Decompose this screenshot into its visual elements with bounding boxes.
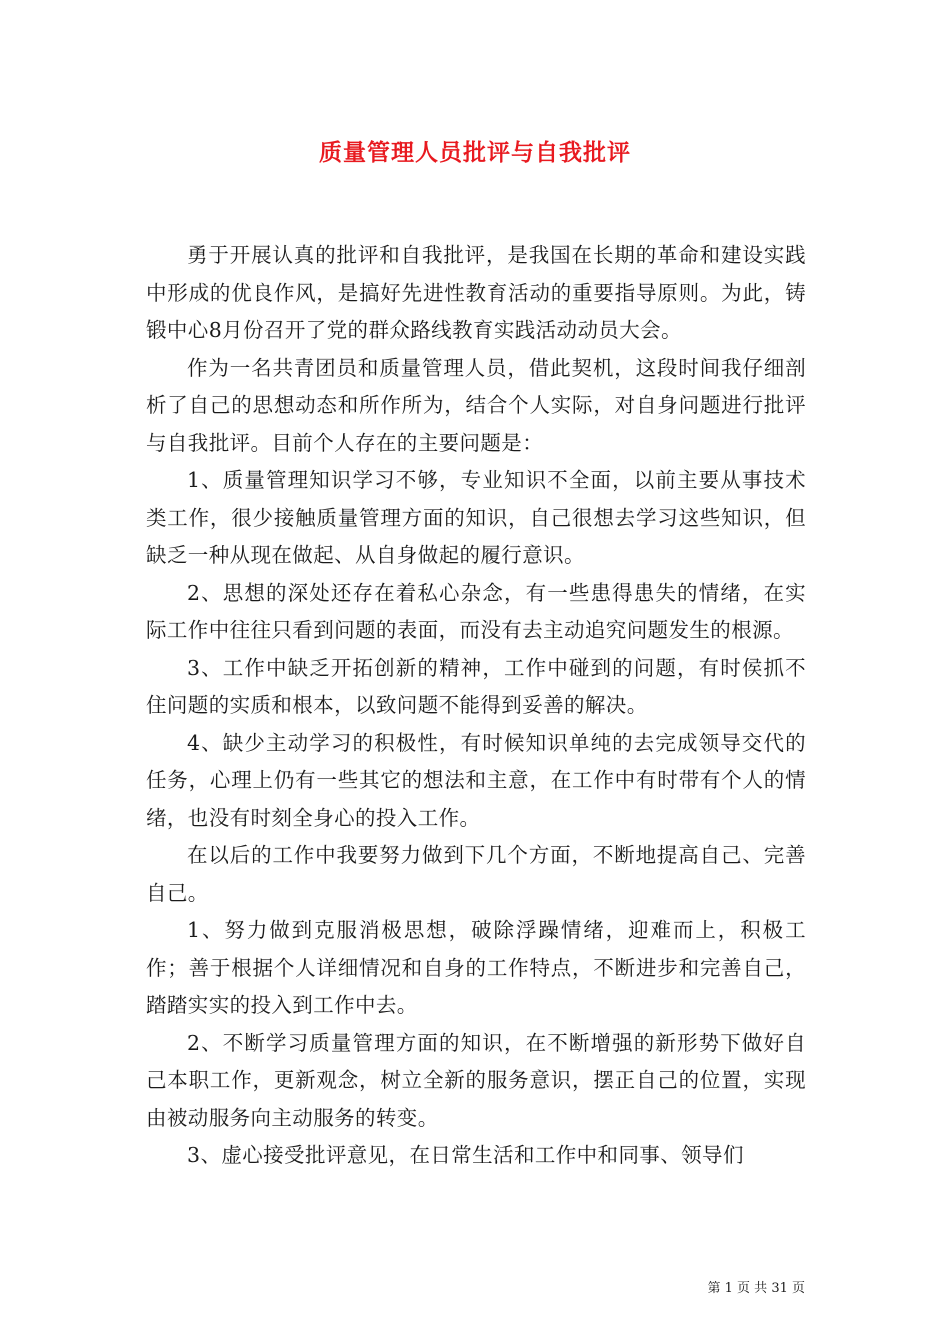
paragraph: 1、努力做到克服消极思想，破除浮躁情绪，迎难而上，积极工作；善于根据个人详细情况和自身的工作特点，不断进步和完善自己，踏踏实实的投入到工作中去。 (146, 918, 806, 1017)
paragraph: 2、不断学习质量管理方面的知识，在不断增强的新形势下做好自己本职工作，更新观念，树立全新的服务意识，摆正自己的位置，实现由被动服务向主动服务的转变。 (146, 1030, 806, 1130)
paragraph: 勇于开展认真的批评和自我批评，是我国在长期的革命和建设实践中形成的优良作风，是搞好先进性教育活动的重要指导原则。为此，铸锻中心8月份召开了党的群众路线教育实践活动动员大会。 (146, 243, 806, 342)
document-title: 质量管理人员批评与自我批评 (319, 139, 631, 166)
paragraph: 2、思想的深处还存在着私心杂念，有一些患得患失的情绪，在实际工作中往往只看到问题的表面，而没有去主动追究问题发生的根源。 (146, 580, 806, 642)
paragraph: 在以后的工作中我要努力做到下几个方面，不断地提高自己、完善自己。 (146, 843, 806, 905)
paragraph: 3、工作中缺乏开拓创新的精神，工作中碰到的问题，有时侯抓不住问题的实质和根本，以致问题不能得到妥善的解决。 (146, 655, 806, 717)
paragraph: 1、质量管理知识学习不够，专业知识不全面，以前主要从事技术类工作，很少接触质量管理方面的知识，自己很想去学习这些知识，但缺乏一种从现在做起、从自身做起的履行意识。 (146, 468, 806, 567)
paragraph: 3、虚心接受批评意见，在日常生活和工作中和同事、领导们 (187, 1143, 744, 1167)
page-number-footer: 第 1 页 共 31 页 (707, 1281, 805, 1296)
paragraph: 4、缺少主动学习的积极性，有时候知识单纯的去完成领导交代的任务，心理上仍有一些其它的想法和主意，在工作中有时带有个人的情绪，也没有时刻全身心的投入工作。 (146, 730, 806, 830)
paragraph: 作为一名共青团员和质量管理人员，借此契机，这段时间我仔细剖析了自己的思想动态和所作所为，结合个人实际，对自身问题进行批评与自我批评。目前个人存在的主要问题是： (146, 355, 806, 455)
document-body (146, 237, 806, 1175)
